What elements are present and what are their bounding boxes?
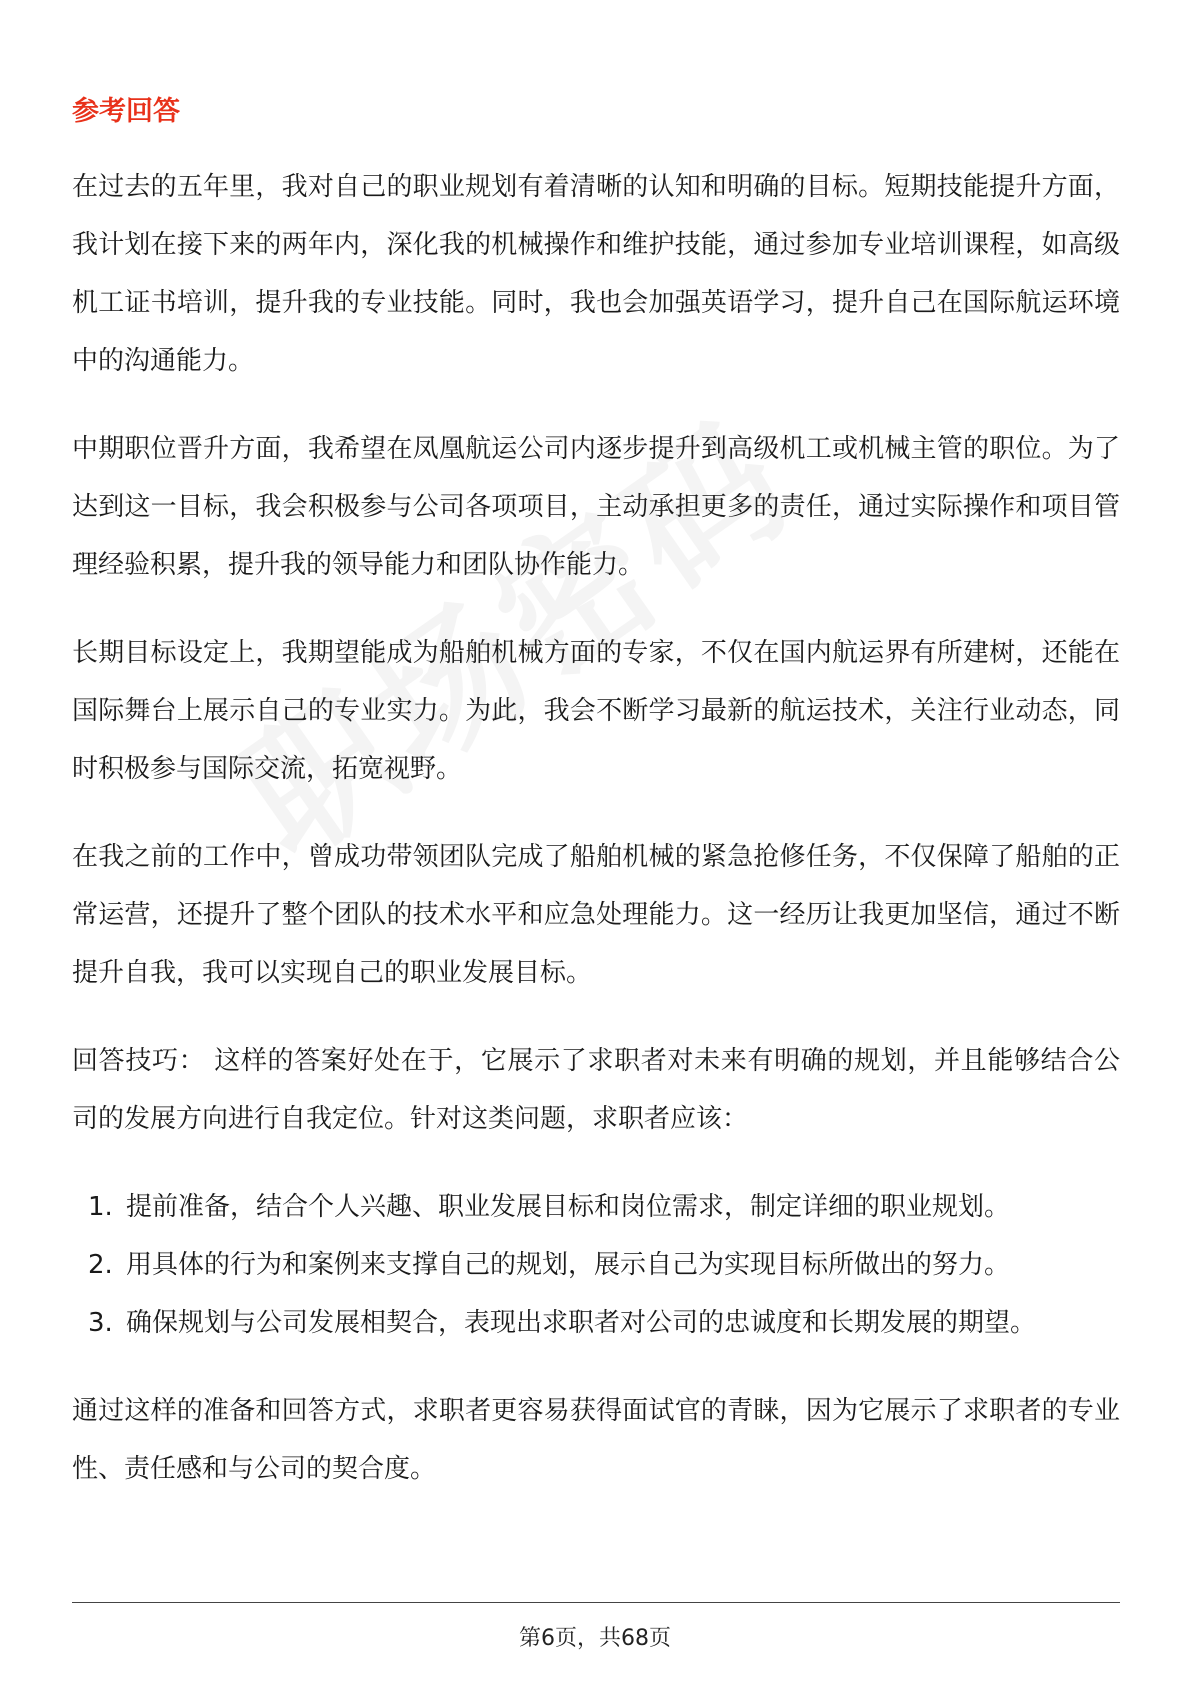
- list-number: 3.: [88, 1308, 113, 1338]
- document-body: [72, 158, 1120, 1528]
- list-text: 确保规划与公司发展相契合，表现出求职者对公司的忠诚度和长期发展的期望。: [126, 1308, 1037, 1338]
- paragraph-experience: 在我之前的工作中，曾成功带领团队完成了船舶机械的紧急抢修任务，不仅保障了船舶的正常运营，还提升了整个团队的技术水平和应急处理能力。这一经历让我更加坚信，通过不断提升自我，我可以实现自己的职业发展目标。: [72, 842, 1120, 988]
- list-number: 1.: [88, 1192, 113, 1222]
- list-text: 提前准备，结合个人兴趣、职业发展目标和岗位需求，制定详细的职业规划。: [126, 1192, 1011, 1222]
- list-item: [72, 1294, 1120, 1352]
- paragraph-short-term: 在过去的五年里，我对自己的职业规划有着清晰的认知和明确的目标。短期技能提升方面，我计划在接下来的两年内，深化我的机械操作和维护技能，通过参加专业培训课程，如高级机工证书培训，提升我的专业技能。同时，我也会加强英语学习，提升自己在国际航运环境中的沟通能力。: [72, 172, 1120, 376]
- tips-list: [72, 1178, 1120, 1352]
- list-item: [72, 1236, 1120, 1294]
- paragraph-closing: 通过这样的准备和回答方式，求职者更容易获得面试官的青睐，因为它展示了求职者的专业性、责任感和与公司的契合度。: [72, 1396, 1120, 1484]
- list-text: 用具体的行为和案例来支撑自己的规划，展示自己为实现目标所做出的努力。: [126, 1250, 1011, 1280]
- section-heading: 参考回答: [72, 96, 180, 127]
- page-number: 第6页，共68页: [519, 1626, 671, 1651]
- footer-divider: [72, 1602, 1120, 1603]
- list-item: [72, 1178, 1120, 1236]
- paragraph-mid-term: 中期职位晋升方面，我希望在凤凰航运公司内逐步提升到高级机工或机械主管的职位。为了达到这一目标，我会积极参与公司各项项目，主动承担更多的责任，通过实际操作和项目管理经验积累，提升我的领导能力和团队协作能力。: [72, 434, 1120, 580]
- paragraph-tips: 回答技巧： 这样的答案好处在于，它展示了求职者对未来有明确的规划，并且能够结合公司的发展方向进行自我定位。针对这类问题，求职者应该：: [72, 1046, 1120, 1134]
- list-number: 2.: [88, 1250, 113, 1280]
- paragraph-long-term: 长期目标设定上，我期望能成为船舶机械方面的专家，不仅在国内航运界有所建树，还能在国际舞台上展示自己的专业实力。为此，我会不断学习最新的航运技术，关注行业动态，同时积极参与国际交流，拓宽视野。: [72, 638, 1120, 784]
